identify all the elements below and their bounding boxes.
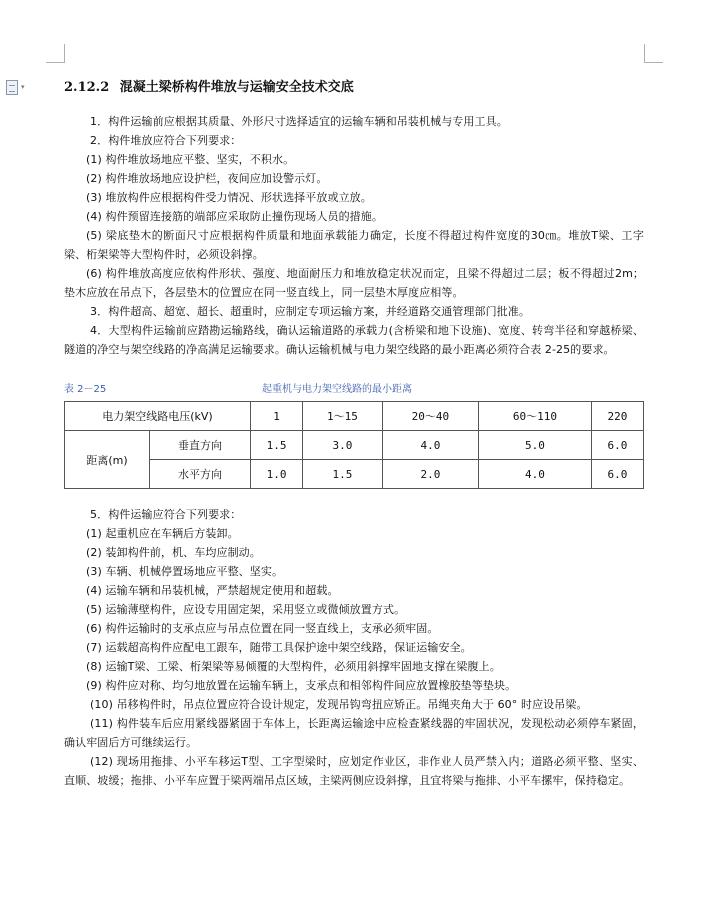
table-cell: 4.0 xyxy=(382,431,478,460)
distance-group-label: 距离(m) xyxy=(65,431,150,489)
list-item: (1) 起重机应在车辆后方装卸。 xyxy=(86,527,239,540)
list-item: (7) 运载超高构件应配电工跟车，随带工具保护途中架空线路，保证运输安全。 xyxy=(86,641,472,654)
table-cell: 1.0 xyxy=(251,460,303,489)
voltage-header-label: 电力架空线路电压(kV) xyxy=(65,402,251,431)
list-item: (9) 构件应对称、均匀地放置在运输车辆上，支承点和相邻构件间应放置橡胶垫等垫块。 xyxy=(86,679,517,692)
table-cell: 5.0 xyxy=(479,431,592,460)
table-cell: 6.0 xyxy=(591,460,643,489)
voltage-cell: 20～40 xyxy=(382,402,478,431)
row-label: 垂直方向 xyxy=(150,431,251,460)
paragraph: 2．构件堆放应符合下列要求： xyxy=(90,134,242,147)
body-text-top xyxy=(64,112,644,359)
page-corner-mark-top-left xyxy=(46,44,65,63)
section-heading xyxy=(64,78,644,98)
distance-table-block xyxy=(64,379,644,489)
table-caption xyxy=(64,379,644,395)
paragraph: 5．构件运输应符合下列要求： xyxy=(90,508,242,521)
list-item: (2) 装卸构件前，机、车均应制动。 xyxy=(86,546,261,559)
list-item: (4) 运输车辆和吊装机械，严禁超规定使用和超载。 xyxy=(86,584,339,597)
list-item: (11) 构件装车后应用紧线器紧固于车体上，长距离运输途中应检查紧线器的牢固状况，发现松动必须停车紧固，确认牢固后方可继续运行。 xyxy=(64,717,644,749)
list-item: (4) 构件预留连接筋的端部应采取防止撞伤现场人员的措施。 xyxy=(86,210,383,223)
list-item: (6) 构件运输时的支承点应与吊点位置在同一竖直线上，支承必须牢固。 xyxy=(86,622,439,635)
list-item: (3) 堆放构件应根据构件受力情况、形状选择平放或立放。 xyxy=(86,191,372,204)
list-item: (12) 现场用拖排、小平车移运T型、工字型梁时，应划定作业区，非作业人员严禁入内；道路必须平整、坚实、直顺、坡缓；拖排、小平车应置于梁两端吊点区域，主梁两侧应设斜撑，且宜将梁与拖排、小平车摞牢，保持稳定。 xyxy=(64,755,644,787)
paragraph: 3．构件超高、超宽、超长、超重时，应制定专项运输方案，并经道路交通管理部门批准。 xyxy=(90,305,530,318)
row-label: 水平方向 xyxy=(150,460,251,489)
paragraph: 1．构件运输前应根据其质量、外形尺寸选择适宜的运输车辆和吊装机械与专用工具。 xyxy=(90,115,508,128)
voltage-cell: 220 xyxy=(591,402,643,431)
document-options-icon[interactable] xyxy=(6,78,34,96)
section-title: 混凝土梁桥构件堆放与运输安全技术交底 xyxy=(119,80,354,95)
page-icon xyxy=(6,80,18,95)
table-cell: 4.0 xyxy=(479,460,592,489)
voltage-cell: 1 xyxy=(251,402,303,431)
list-item: (5) 运输薄壁构件，应设专用固定架，采用竖立或微倾放置方式。 xyxy=(86,603,406,616)
section-number: 2.12.2 xyxy=(64,80,110,95)
table-cell: 1.5 xyxy=(251,431,303,460)
table-cell: 3.0 xyxy=(303,431,383,460)
table-cell: 6.0 xyxy=(591,431,643,460)
table-row xyxy=(65,431,644,460)
list-item: (2) 构件堆放场地应设护栏，夜间应加设警示灯。 xyxy=(86,172,328,185)
list-item: (10) 吊移构件时，吊点位置应符合设计规定，发现吊钩弯扭应矫正。吊绳夹角大于 60° 时应设吊梁。 xyxy=(90,698,588,711)
table-row xyxy=(65,460,644,489)
voltage-cell: 1～15 xyxy=(303,402,383,431)
list-item: (1) 构件堆放场地应平整、坚实，不积水。 xyxy=(86,153,295,166)
document-page xyxy=(64,78,644,790)
table-header-row xyxy=(65,402,644,431)
table-title: 起重机与电力架空线路的最小距离 xyxy=(262,383,412,395)
chevron-down-icon: ▾ xyxy=(21,83,25,91)
list-item: (8) 运输T梁、工梁、桁架梁等易倾覆的大型构件，必须用斜撑牢固地支撑在梁腹上。 xyxy=(86,660,501,673)
list-item: (3) 车辆、机械停置场地应平整、坚实。 xyxy=(86,565,284,578)
list-item: (5) 梁底垫木的断面尺寸应根据构件质量和地面承载能力确定，长度不得超过构件宽度的30㎝。堆放T梁、工字梁、桁架梁等大型构件时，必须设斜撑。 xyxy=(64,229,644,261)
list-item: (6) 构件堆放高度应依构件形状、强度、地面耐压力和堆放稳定状况而定，且梁不得超过二层；板不得超过2m；垫木应放在吊点下，各层垫木的位置应在同一竖直线上，同一层垫木厚度应相等。 xyxy=(64,267,644,299)
voltage-cell: 60～110 xyxy=(479,402,592,431)
table-number: 表 2－25 xyxy=(64,383,107,395)
table-cell: 2.0 xyxy=(382,460,478,489)
body-text-bottom xyxy=(64,505,644,790)
paragraph: 4．大型构件运输前应踏勘运输路线，确认运输道路的承载力(含桥梁和地下设施)、宽度、转弯半径和穿越桥梁、隧道的净空与架空线路的净高满足运输要求。确认运输机械与电力架空线路的最小距离必须符合表 2-25的要求。 xyxy=(64,324,644,356)
min-distance-table xyxy=(64,401,644,489)
table-cell: 1.5 xyxy=(303,460,383,489)
page-corner-mark-top-right xyxy=(644,44,663,63)
